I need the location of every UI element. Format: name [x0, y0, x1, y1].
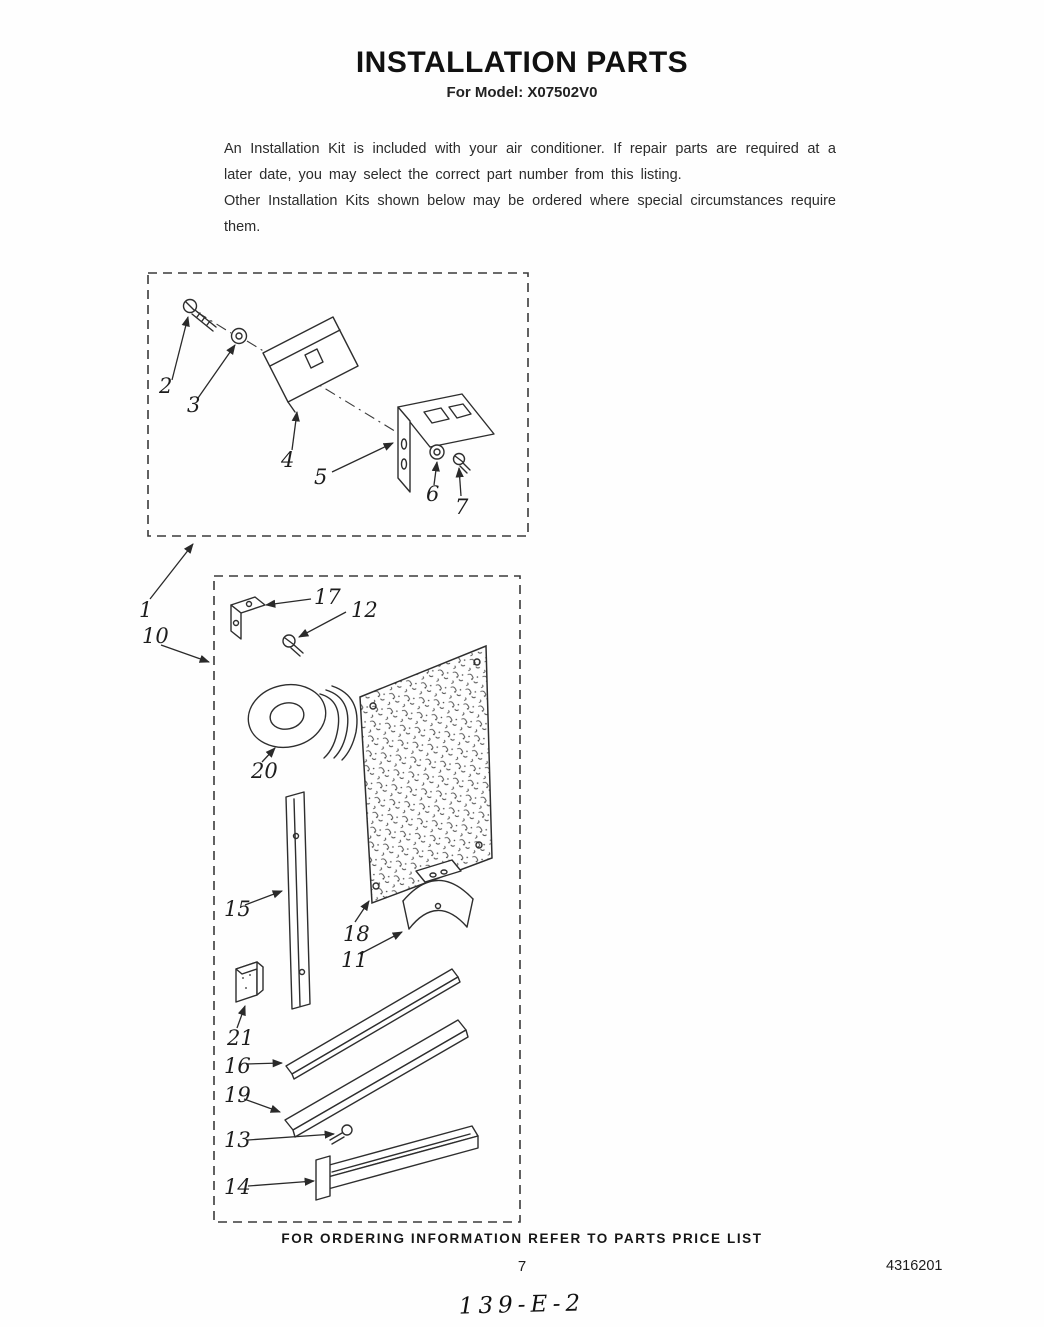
part-washer-3 [232, 329, 247, 344]
callout-11: 11 [341, 948, 368, 972]
callout-3: 3 [187, 393, 201, 417]
part-screw-7 [454, 454, 471, 474]
callout-21: 21 [227, 1026, 254, 1050]
callout-15: 15 [224, 897, 251, 921]
model-subtitle: For Model: X07502V0 [446, 84, 598, 101]
leader-5 [332, 443, 393, 472]
part-screw-12 [283, 635, 303, 656]
handwritten-code: 139-E-2 [458, 1290, 586, 1320]
part-bracket-5 [398, 394, 494, 492]
callout-18: 18 [343, 922, 370, 946]
part-sill-14 [316, 1126, 478, 1200]
leader-14 [248, 1181, 314, 1186]
part-bar-19 [285, 1020, 468, 1137]
page-number: 7 [517, 1258, 527, 1275]
callout-1: 1 [139, 598, 153, 622]
part-washer-6 [430, 445, 444, 459]
callout-5: 5 [314, 465, 328, 489]
part-cover-4 [263, 317, 358, 412]
callout-6: 6 [426, 482, 440, 506]
leader-4 [292, 412, 297, 450]
callout-14: 14 [224, 1175, 251, 1199]
leader-18 [355, 901, 369, 922]
callout-2: 2 [159, 374, 173, 398]
part-screw-2 [184, 300, 217, 332]
page-title: INSTALLATION PARTS [355, 46, 689, 79]
callout-16: 16 [224, 1054, 251, 1078]
ordering-note: FOR ORDERING INFORMATION REFER TO PARTS PRICE LIST [281, 1231, 763, 1246]
part-channel-15 [286, 792, 310, 1009]
leader-17 [266, 599, 311, 605]
callout-20: 20 [251, 759, 278, 783]
leader-21 [237, 1006, 245, 1028]
leader-16 [246, 1063, 282, 1064]
part-block-21 [236, 962, 263, 1002]
callout-19: 19 [224, 1083, 251, 1107]
leader-3 [198, 345, 235, 398]
leader-12 [299, 612, 346, 637]
leader-13 [248, 1134, 334, 1140]
callout-10: 10 [142, 624, 169, 648]
intro-paragraph: An Installation Kit is included with your air conditioner. If repair parts are required at a later date, you may select the correct part number from this listing. [224, 141, 836, 184]
callout-7: 7 [455, 495, 469, 519]
part-foam-tape-20 [242, 678, 357, 760]
leader-1 [150, 544, 193, 599]
other-kits-paragraph: Other Installation Kits shown below may be ordered where special circumstances require them. [224, 193, 836, 236]
callout-17: 17 [314, 585, 341, 609]
leader-7 [459, 468, 461, 496]
part-bar-16 [286, 969, 460, 1079]
leader-2 [172, 317, 188, 380]
callout-12: 12 [351, 598, 378, 622]
part-bracket-17 [231, 597, 265, 639]
part-panel-18 [360, 646, 492, 903]
callout-13: 13 [224, 1128, 251, 1152]
doc-number: 4316201 [886, 1258, 943, 1274]
callout-4: 4 [281, 448, 295, 472]
